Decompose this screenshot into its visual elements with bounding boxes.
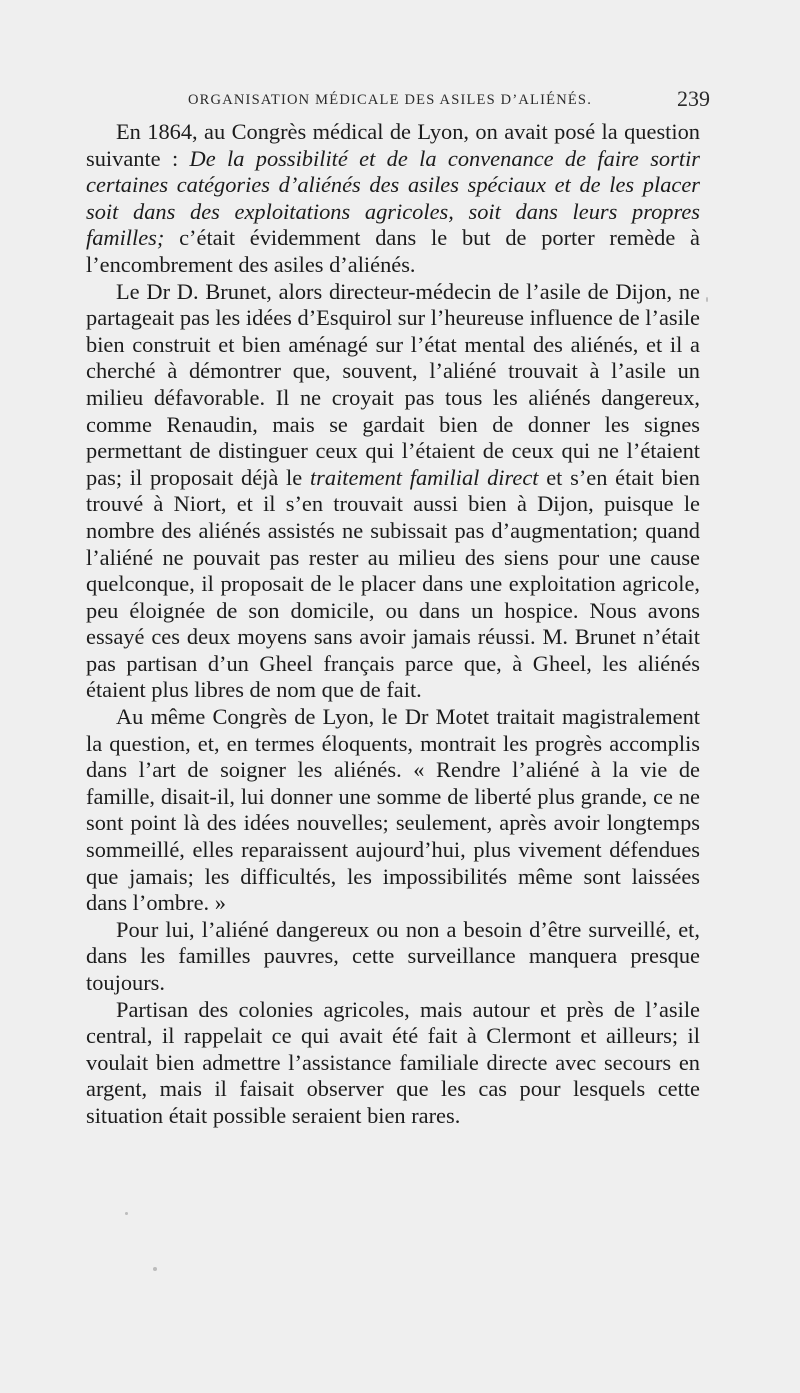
paragraph-4-segment: Pour lui, l’aliéné dangereux ou non a besoin d’être surveillé, et, dans les familles pauvres, cette surveillance manquera presque toujours.	[86, 916, 700, 995]
paragraph-3-segment: Au même Congrès de Lyon, le Dr Motet traitait magistralement la question, et, en termes éloquents, montrait les progrès accomplis dans l’art de soigner les aliénés. « Rendre l’aliéné à la vie de famille, disait-il, lui donner une somme de liberté plus grande, ce ne sont point là des idées nouvelles; seulement, après avoir longtemps sommeillé, elles reparaissent aujourd’hui, plus vivement défendues que jamais; les difficultés, les impossibilités même sont laissées dans l’ombre. »	[86, 704, 700, 916]
paragraph-1-segment: c’était évidemment dans le but de porter remède à l’encombrement des asiles d’aliénés.	[86, 225, 700, 277]
paragraph-2-segment: Le Dr D. Brunet, alors directeur-médecin de l’asile de Dijon, ne partageait pas les idées d’Esquirol sur l’heureuse influence de l’asile bien construit et bien aménagé sur l’état mental des aliénés, et il a cherché à démontrer que, souvent, l’aliéné trouvait à l’asile un milieu défavorable. Il ne croyait pas tous les aliénés dangereux, comme Renaudin, mais se gardait bien de donner les signes permettant de distinguer ceux qui l’étaient de ceux qui ne l’étaient pas; il proposait déjà le	[86, 278, 700, 490]
paragraph-5	[86, 997, 700, 1130]
running-head	[178, 84, 718, 114]
paragraph-3	[86, 704, 700, 917]
body-text	[86, 119, 700, 1130]
paragraph-4	[86, 917, 700, 997]
paper-speck	[125, 1212, 128, 1215]
running-title: ORGANISATION MÉDICALE DES ASILES D’ALIÉNÉS.	[188, 92, 593, 108]
paragraph-2	[86, 279, 700, 705]
paragraph-1-segment: En 1864, au Congrès médical de Lyon, on avait posé la question suivante :	[86, 119, 700, 171]
paragraph-5-segment: Partisan des colonies agricoles, mais autour et près de l’asile central, il rappelait ce qui avait été fait à Clermont et ailleurs; il voulait bien admettre l’assistance familiale directe avec secours en argent, mais il faisait observer que les cas pour lesquels cette situation était possible seraient bien rares.	[86, 996, 700, 1128]
paragraph-1	[86, 119, 700, 279]
paper-speck	[153, 1267, 157, 1271]
paragraph-2-italic-term: traitement familial direct	[309, 464, 539, 490]
paragraph-1-italic-question: De la possibilité et de la convenance de faire sortir certaines catégories d’aliénés des asiles spéciaux et de les placer soit dans des exploitations agricoles, soit dans leurs propres familles;	[86, 145, 700, 251]
paper-speck	[706, 297, 708, 302]
page-number: 239	[677, 86, 710, 111]
paragraph-2-segment: et s’en était bien trouvé à Niort, et il s’en trouvait aussi bien à Dijon, puisque le nombre des aliénés assistés ne subissait pas d’augmentation; quand l’aliéné ne pouvait pas rester au milieu des siens pour une cause quelconque, il proposait de le placer dans une exploitation agricole, peu éloignée de son domicile, ou dans un hospice. Nous avons essayé ces deux moyens sans avoir jamais réussi. M. Brunet n’était pas partisan d’un Gheel français parce que, à Gheel, les aliénés étaient plus libres de nom que de fait.	[86, 464, 700, 703]
